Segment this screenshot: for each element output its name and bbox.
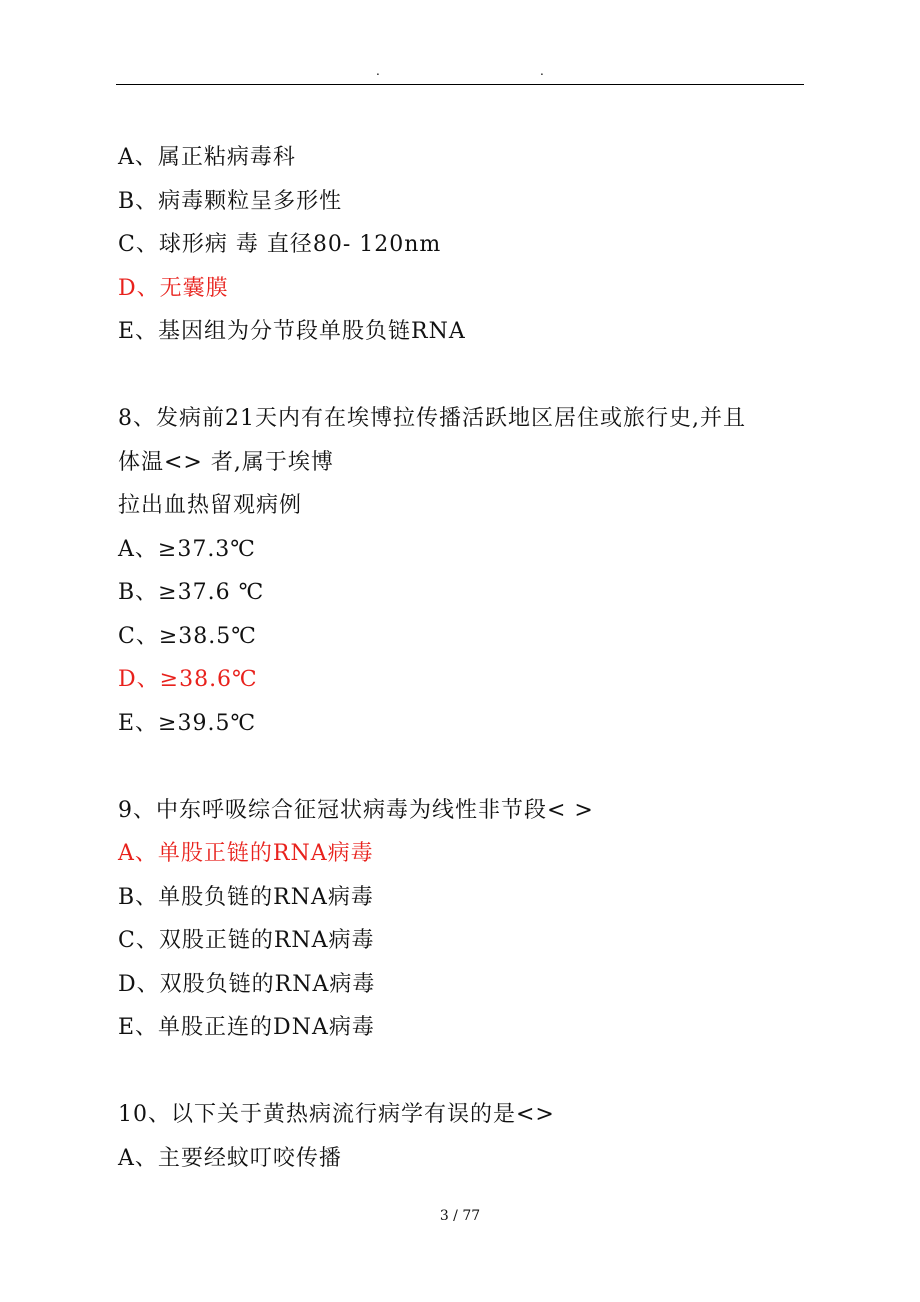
spacer [118, 1050, 808, 1094]
q8-question-line-1: 8、发病前21天内有在埃博拉传播活跃地区居住或旅行史,并且 [118, 406, 746, 431]
q7-option-d-answer: D、无囊膜 [118, 275, 229, 301]
q7-option-c: C、球形病 毒 直径80- 120nm [118, 232, 442, 257]
q8-option-b: B、≥37.6 ℃ [118, 580, 265, 605]
q7-option-e: E、基因组为分节段单股负链RNA [118, 319, 466, 344]
q9-option-c: C、双股正链的RNA病毒 [118, 928, 375, 953]
q8-question-line-2: 体温<> 者,属于埃博 [118, 449, 334, 475]
q9-option-a-answer: A、单股正链的RNA病毒 [118, 841, 374, 866]
q10-option-a: A、主要经蚊叮咬传播 [118, 1145, 342, 1171]
q10-question: 10、以下关于黄热病流行病学有误的是<> [118, 1102, 555, 1127]
q8-question-line-3: 拉出血热留观病例 [118, 493, 303, 518]
q8-option-d-answer: D、≥38.6℃ [118, 667, 258, 692]
q9-option-e: E、单股正连的DNA病毒 [118, 1015, 375, 1040]
q8-option-e: E、≥39.5℃ [118, 710, 257, 736]
spacer [118, 745, 808, 789]
page-header [116, 62, 804, 85]
header-dot-left: . [376, 64, 380, 78]
q9-question: 9、中东呼吸综合征冠状病毒为线性非节段< > [118, 797, 594, 823]
q7-option-a: A、属正粘病毒科 [118, 145, 296, 170]
q7-option-b: B、病毒颗粒呈多形性 [118, 188, 343, 214]
q9-option-b: B、单股负链的RNA病毒 [118, 884, 374, 910]
page-number: 3 / 77 [439, 1208, 481, 1224]
spacer [118, 354, 808, 398]
header-dot-right: . [540, 64, 544, 78]
q9-option-d: D、双股负链的RNA病毒 [118, 971, 376, 997]
question-content [118, 136, 808, 1180]
q8-option-a: A、≥37.3℃ [118, 536, 256, 562]
q8-option-c: C、≥38.5℃ [118, 623, 257, 649]
